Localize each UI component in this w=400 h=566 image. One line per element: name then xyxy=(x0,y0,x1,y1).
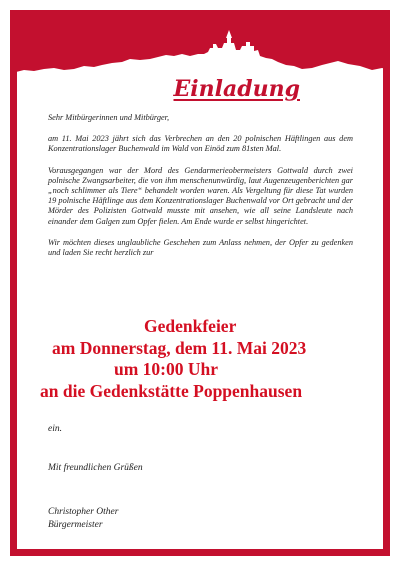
header-banner xyxy=(10,10,390,85)
page-title: Einladung xyxy=(173,76,300,102)
event-time: um 10:00 Uhr xyxy=(114,359,219,379)
closing-ein: ein. xyxy=(48,424,62,434)
event-details xyxy=(20,316,380,402)
letter-body xyxy=(48,113,353,269)
closing-greeting: Mit freundlichen Grüßen xyxy=(48,463,143,473)
signatory-name: Christopher Other xyxy=(48,507,119,517)
event-date: am Donnerstag, dem 11. Mai 2023 xyxy=(52,337,307,358)
castle-skyline-icon xyxy=(10,10,390,85)
paragraph-history: Vorausgegangen war der Mord des Gendarmerieobermeisters Gottwald durch zwei polnische Zwangsarbeiter, die von ihm menschenunwürdig, laut Augenzeugenberichten gar „noch schlimmer als Tiere“ behandelt worden waren. Als Vergeltung für diese Tat wurden 19 polnische Häftlinge aus dem Konzentrationslager Buchenwald vor Ort gebracht und der Mörder des Polizisten Gottwald musste mit ansehen, wie all seine Landsleute nach einander dem Galgen zum Opfer fielen. Am Ende wurde er selbst hingerichtet. xyxy=(48,165,353,226)
event-title: Gedenkfeier xyxy=(144,316,237,336)
signatory-role: Bürgermeister xyxy=(48,520,103,530)
paragraph-anniversary: am 11. Mai 2023 jährt sich das Verbrechen an den 20 polnischen Häftlingen aus dem Konzentrationslager Buchenwald im Wald von Einöd zum 81sten Mal. xyxy=(48,134,353,154)
paragraph-invitation: Wir möchten dieses unglaubliche Geschehen zum Anlass nehmen, der Opfer zu gedenken und laden Sie recht herzlich zur xyxy=(48,237,353,258)
event-location: an die Gedenkstätte Poppenhausen xyxy=(40,380,303,401)
salutation: Sehr Mitbürgerinnen und Mitbürger, xyxy=(48,113,170,122)
